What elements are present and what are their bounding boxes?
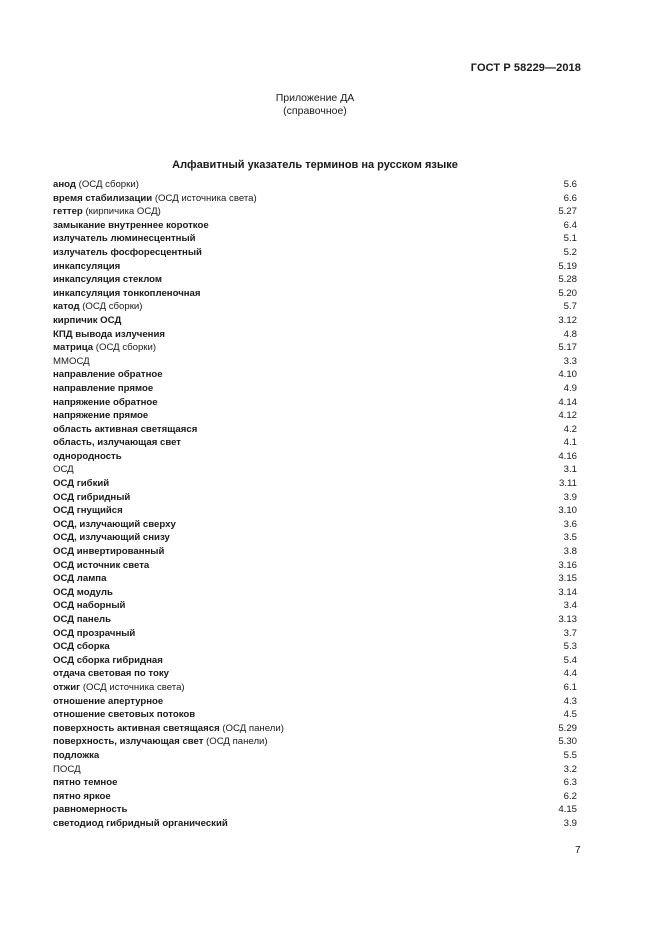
index-term: ОСД лампа bbox=[53, 573, 107, 585]
index-term-reference: 4.2 bbox=[563, 423, 577, 435]
index-term: ОСД инвертированный bbox=[53, 546, 165, 558]
index-term: ОСД модуль bbox=[53, 586, 113, 598]
index-term: ОСД прозрачный bbox=[53, 627, 136, 639]
index-term-reference: 6.4 bbox=[563, 219, 577, 231]
index-term: поверхность, излучающая свет bbox=[53, 736, 204, 748]
index-entry bbox=[53, 423, 577, 437]
index-entry bbox=[53, 667, 577, 681]
index-entry bbox=[53, 260, 577, 274]
index-term: направление прямое bbox=[53, 382, 154, 394]
index-term-reference: 5.30 bbox=[558, 736, 577, 748]
index-entry-text bbox=[53, 178, 139, 192]
index-term: направление обратное bbox=[53, 369, 163, 381]
index-term-reference: 6.2 bbox=[563, 790, 577, 802]
index-entry-text bbox=[53, 463, 74, 477]
index-entry-text bbox=[53, 627, 135, 641]
index-entry bbox=[53, 463, 577, 477]
index-term: замыкание внутреннее короткое bbox=[53, 219, 209, 231]
index-term-qualifier: (кирпичика ОСД) bbox=[85, 206, 161, 218]
index-term-reference: 6.6 bbox=[563, 192, 577, 204]
index-term-qualifier: (ОСД сборки) bbox=[78, 179, 139, 190]
index-term-reference: 4.9 bbox=[563, 382, 577, 394]
index-term-reference: 5.28 bbox=[558, 274, 577, 286]
index-entry-text bbox=[53, 450, 122, 464]
index-entry bbox=[53, 559, 577, 573]
index-entry-text bbox=[53, 559, 149, 573]
index-term: ПОСД bbox=[53, 763, 81, 775]
index-entry-text bbox=[53, 640, 110, 654]
index-term: поверхность активная светящаяся bbox=[53, 722, 220, 734]
index-term-reference: 3.12 bbox=[558, 314, 577, 326]
index-term: излучатель люминесцентный bbox=[53, 233, 196, 245]
index-entry bbox=[53, 192, 577, 206]
index-term: инкапсуляция bbox=[53, 260, 121, 272]
index-term: отношение световых потоков bbox=[53, 709, 196, 721]
index-entry-text bbox=[53, 368, 163, 382]
index-term: ОСД гибридный bbox=[53, 491, 131, 503]
index-term: анод bbox=[53, 179, 76, 190]
index-entry-text bbox=[53, 260, 120, 274]
index-term-reference: 4.3 bbox=[563, 695, 577, 707]
index-entry bbox=[53, 776, 577, 790]
annex-title: Приложение ДА bbox=[275, 92, 355, 104]
index-term: светодиод гибридный органический bbox=[53, 817, 228, 829]
index-entry bbox=[53, 355, 577, 369]
index-term: геттер bbox=[53, 206, 83, 218]
index-term-reference: 5.29 bbox=[558, 722, 577, 734]
index-entry-text bbox=[53, 803, 127, 817]
index-term: катод bbox=[53, 301, 80, 313]
index-entry bbox=[53, 491, 577, 505]
index-entry bbox=[53, 300, 577, 314]
index-entry-text bbox=[53, 491, 130, 505]
index-term-qualifier: (ОСД панели) bbox=[206, 736, 268, 748]
index-entry bbox=[53, 436, 577, 450]
index-term-reference: 4.4 bbox=[563, 668, 577, 680]
index-term-qualifier: (ОСД сборки) bbox=[82, 301, 143, 313]
index-entry bbox=[53, 749, 577, 763]
index-entry-text bbox=[53, 681, 185, 695]
index-term: ОСД гнущийся bbox=[53, 505, 123, 517]
index-entry bbox=[53, 219, 577, 233]
index-entry bbox=[53, 504, 577, 518]
index-term: кирпичик ОСД bbox=[53, 314, 122, 326]
page-number: 7 bbox=[575, 845, 581, 856]
index-entry-text bbox=[53, 735, 268, 749]
index-term-qualifier: (ОСД сборки) bbox=[95, 342, 157, 354]
index-term-reference: 3.4 bbox=[563, 600, 577, 612]
index-entry bbox=[53, 654, 577, 668]
index-term-reference: 3.5 bbox=[563, 532, 577, 544]
index-term-reference: 3.11 bbox=[559, 478, 577, 490]
index-term: ОСД, излучающий сверху bbox=[53, 518, 176, 530]
index-entry bbox=[53, 735, 577, 749]
index-term-reference: 5.3 bbox=[563, 641, 577, 653]
index-term-reference: 5.20 bbox=[558, 287, 577, 299]
index-entry bbox=[53, 273, 577, 287]
index-entry bbox=[53, 586, 577, 600]
index-term-reference: 3.15 bbox=[558, 573, 577, 585]
index-entry bbox=[53, 450, 577, 464]
index-term: излучатель фосфоресцентный bbox=[53, 246, 202, 258]
index-entry bbox=[53, 341, 577, 355]
index-entry bbox=[53, 763, 577, 777]
index-term: отдача световая по току bbox=[53, 668, 169, 680]
index-term: ОСД, излучающий снизу bbox=[53, 532, 170, 544]
index-term: область, излучающая свет bbox=[53, 437, 182, 449]
index-entry bbox=[53, 599, 577, 613]
index-entry-text bbox=[53, 790, 111, 804]
index-term: ОСД наборный bbox=[53, 600, 126, 612]
index-entry-text bbox=[53, 749, 99, 763]
index-entry bbox=[53, 681, 577, 695]
index-entry-text bbox=[53, 314, 121, 328]
index-term-reference: 3.7 bbox=[563, 627, 577, 639]
index-entry-text bbox=[53, 232, 196, 246]
index-entry-text bbox=[53, 219, 209, 233]
index-entry-text bbox=[53, 382, 153, 396]
index-term: ОСД панель bbox=[53, 614, 112, 625]
index-entry bbox=[53, 613, 577, 627]
index-entry bbox=[53, 572, 577, 586]
index-entry bbox=[53, 409, 577, 423]
index-entry-text bbox=[53, 817, 228, 831]
document-code: ГОСТ Р 58229—2018 bbox=[470, 62, 581, 74]
index-term: КПД вывода излучения bbox=[53, 328, 165, 340]
index-entry-text bbox=[53, 545, 164, 559]
index-entry-text bbox=[53, 300, 142, 314]
index-term-reference: 3.8 bbox=[563, 546, 577, 558]
index-entry bbox=[53, 287, 577, 301]
index-term-reference: 4.15 bbox=[558, 804, 577, 816]
index-term-reference: 4.10 bbox=[558, 369, 577, 381]
index-entry bbox=[53, 246, 577, 260]
index-term-reference: 5.7 bbox=[563, 301, 577, 313]
index-entry bbox=[53, 396, 577, 410]
index-term: ОСД источник света bbox=[53, 559, 150, 571]
index-term-reference: 5.19 bbox=[558, 260, 577, 272]
term-index-list bbox=[53, 178, 577, 831]
index-entry bbox=[53, 518, 577, 532]
index-entry bbox=[53, 640, 577, 654]
index-term-reference: 5.6 bbox=[563, 179, 577, 190]
index-term: время стабилизации bbox=[53, 192, 153, 204]
index-entry bbox=[53, 790, 577, 804]
index-title: Алфавитный указатель терминов на русском языке bbox=[172, 159, 458, 171]
index-entry-text bbox=[53, 586, 113, 600]
index-term: отношение апертурное bbox=[53, 695, 164, 707]
index-entry-text bbox=[53, 396, 158, 410]
index-term-reference: 3.14 bbox=[558, 586, 577, 598]
index-term: равномерность bbox=[53, 804, 128, 816]
index-entry bbox=[53, 178, 577, 192]
index-term-reference: 4.5 bbox=[563, 709, 577, 721]
index-entry-text bbox=[53, 667, 169, 681]
index-term: ОСД bbox=[53, 464, 74, 476]
index-entry bbox=[53, 817, 577, 831]
index-term-reference: 3.9 bbox=[563, 491, 577, 503]
index-entry bbox=[53, 803, 577, 817]
index-entry-text bbox=[53, 599, 125, 613]
index-entry-text bbox=[53, 722, 284, 736]
index-term-reference: 5.17 bbox=[558, 342, 577, 354]
index-entry-text bbox=[53, 695, 163, 709]
index-term: пятно яркое bbox=[53, 790, 111, 802]
index-term-reference: 3.10 bbox=[558, 505, 577, 517]
index-term-reference: 3.3 bbox=[563, 355, 577, 367]
index-term-qualifier: (ОСД источника света) bbox=[154, 192, 257, 204]
index-entry bbox=[53, 314, 577, 328]
index-term: ОСД гибкий bbox=[53, 478, 110, 490]
annex-subtitle: (справочное) bbox=[283, 105, 347, 117]
index-term-reference: 5.4 bbox=[563, 654, 577, 666]
index-term-reference: 3.13 bbox=[558, 614, 577, 625]
index-entry bbox=[53, 627, 577, 641]
index-entry bbox=[53, 695, 577, 709]
index-term-reference: 5.2 bbox=[563, 246, 577, 258]
index-term-reference: 5.27 bbox=[558, 206, 577, 218]
index-term-reference: 4.14 bbox=[558, 396, 577, 408]
index-entry bbox=[53, 382, 577, 396]
index-term: матрица bbox=[53, 342, 94, 354]
index-entry-text bbox=[53, 763, 81, 777]
index-entry-text bbox=[53, 654, 163, 668]
index-entry-text bbox=[53, 504, 123, 518]
index-term: напряжение обратное bbox=[53, 396, 158, 408]
index-term: ММОСД bbox=[53, 355, 90, 367]
index-term: ОСД сборка bbox=[53, 641, 110, 653]
index-entry bbox=[53, 232, 577, 246]
index-term: однородность bbox=[53, 450, 122, 462]
index-term: отжиг bbox=[53, 681, 81, 693]
index-entry bbox=[53, 368, 577, 382]
index-entry-text bbox=[53, 409, 148, 423]
index-term-reference: 4.8 bbox=[563, 328, 577, 340]
index-term-reference: 3.2 bbox=[563, 763, 577, 775]
index-term: пятно темное bbox=[53, 777, 118, 789]
index-entry-text bbox=[53, 246, 202, 260]
index-term: подложка bbox=[53, 749, 100, 761]
index-entry bbox=[53, 531, 577, 545]
index-term-qualifier: (ОСД источника света) bbox=[82, 681, 185, 693]
index-term-reference: 6.1 bbox=[563, 681, 577, 693]
index-term-reference: 3.9 bbox=[563, 817, 577, 829]
index-term: инкапсуляция стеклом bbox=[53, 274, 163, 286]
index-entry-text bbox=[53, 572, 106, 586]
index-term-reference: 3.6 bbox=[563, 518, 577, 530]
index-term: напряжение прямое bbox=[53, 410, 149, 422]
index-entry-text bbox=[53, 518, 176, 532]
index-entry bbox=[53, 477, 577, 491]
index-term-reference: 4.12 bbox=[558, 410, 577, 422]
index-entry bbox=[53, 545, 577, 559]
index-term-reference: 3.1 bbox=[563, 464, 577, 476]
index-term-qualifier: (ОСД панели) bbox=[222, 722, 284, 734]
index-entry bbox=[53, 205, 577, 219]
index-entry-text bbox=[53, 355, 90, 369]
index-entry bbox=[53, 722, 577, 736]
index-entry-text bbox=[53, 477, 109, 491]
index-term-reference: 3.16 bbox=[558, 559, 577, 571]
index-entry-text bbox=[53, 613, 111, 627]
index-term-reference: 6.3 bbox=[563, 777, 577, 789]
index-entry-text bbox=[53, 192, 257, 206]
index-term: инкапсуляция тонкопленочная bbox=[53, 287, 201, 299]
index-term-reference: 5.5 bbox=[563, 749, 577, 761]
index-entry-text bbox=[53, 287, 201, 301]
index-term-reference: 4.16 bbox=[558, 450, 577, 462]
index-entry-text bbox=[53, 776, 117, 790]
index-entry-text bbox=[53, 436, 181, 450]
index-term: область активная светящаяся bbox=[53, 423, 198, 435]
index-entry-text bbox=[53, 423, 197, 437]
index-term-reference: 5.1 bbox=[563, 233, 577, 245]
index-entry-text bbox=[53, 531, 170, 545]
index-entry-text bbox=[53, 273, 162, 287]
index-entry-text bbox=[53, 205, 161, 219]
index-entry-text bbox=[53, 328, 165, 342]
index-entry-text bbox=[53, 708, 195, 722]
index-entry bbox=[53, 708, 577, 722]
index-term: ОСД сборка гибридная bbox=[53, 654, 163, 666]
index-entry-text bbox=[53, 341, 156, 355]
index-term-reference: 4.1 bbox=[563, 437, 577, 449]
index-entry bbox=[53, 328, 577, 342]
